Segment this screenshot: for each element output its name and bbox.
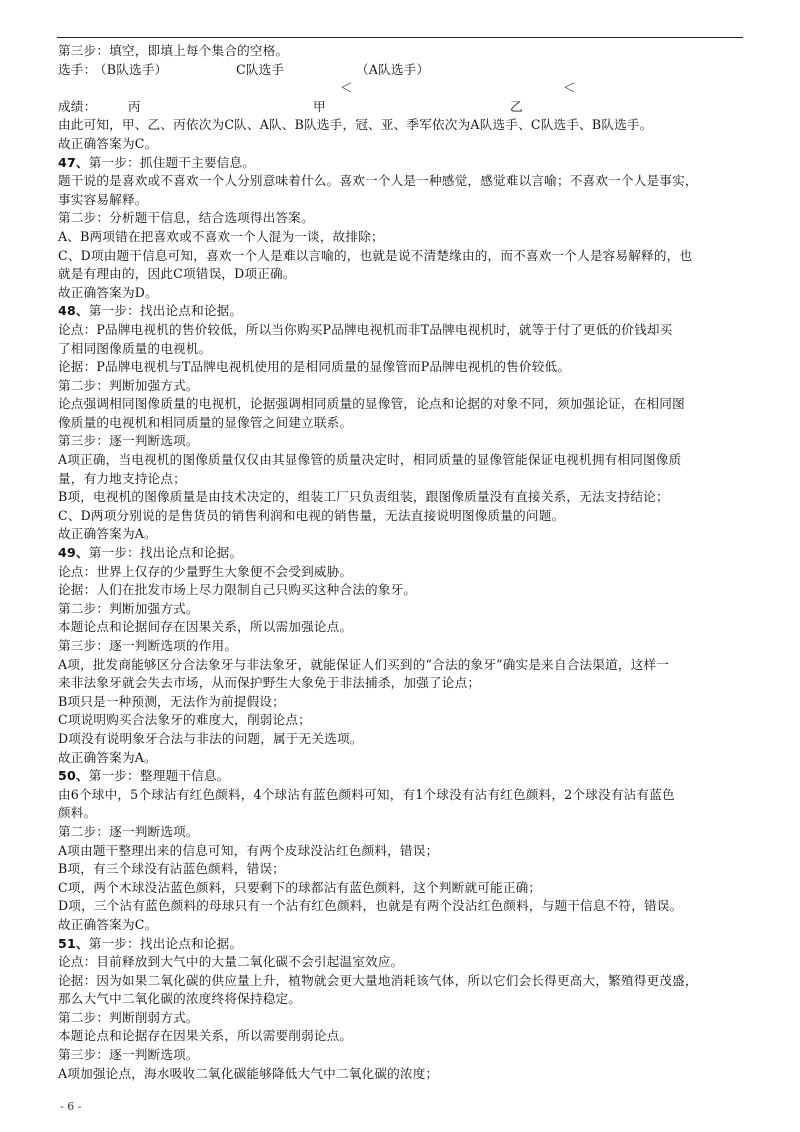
text-line: 第二步：判断削弱方式。 xyxy=(58,1009,199,1025)
question-48-heading: 48、第一步：找出论点和论据。 xyxy=(58,303,243,319)
text-line: 第二步：判断加强方式。 xyxy=(58,377,199,393)
text-line: B项，电视机的图像质量是由技术决定的，组装工厂只负责组装，跟图像质量没有直接关系，无法支持结论； xyxy=(58,489,669,505)
text-line: 第三步：逐一判断选项。 xyxy=(58,433,199,449)
comparison-row xyxy=(58,79,744,98)
text-line: 论据：因为如果二氧化碳的供应量上升，植物就会更大量地消耗该气体，所以它们会长得更高大，繁殖得更茂盛， xyxy=(58,972,698,988)
text-line: 论点：目前释放到大气中的大量二氧化碳不会引起温室效应。 xyxy=(58,954,404,970)
page-number: - 6 - xyxy=(60,1100,82,1113)
answer-line: 故正确答案为D。 xyxy=(58,284,158,300)
text-line: 那么大气中二氧化碳的浓度终将保持稳定。 xyxy=(58,991,302,1007)
text-line: 题干说的是喜欢或不喜欢一个人分别意味着什么。喜欢一个人是一种感觉，感觉难以言喻；不喜欢一个人是事实， xyxy=(58,173,698,189)
text-line: A项正确，当电视机的图像质量仅仅由其显像管的质量决定时，相同质量的显像管能保证电视机拥有相同图像质 xyxy=(58,452,682,468)
text-line: C项，两个木球没沾蓝色颜料，只要剩下的球都沾有蓝色颜料，这个判断就可能正确； xyxy=(58,879,542,895)
text-line: B项，有三个球没有沾蓝色颜料，错误； xyxy=(58,861,285,877)
less-than-2: ＜ xyxy=(563,80,576,96)
question-50-heading: 50、第一步：整理题干信息。 xyxy=(58,768,230,784)
question-number: 51、 xyxy=(58,935,89,951)
question-number: 48、 xyxy=(58,303,89,319)
question-number: 50、 xyxy=(58,768,89,784)
players-b: （B队选手） xyxy=(94,61,168,77)
text-line: 由6个球中，5个球沾有红色颜料，4个球沾有蓝色颜料可知，有1个球没有沾有红色颜料，2个球没有沾有蓝色 xyxy=(58,786,675,802)
answer-line: 故正确答案为C。 xyxy=(58,135,158,151)
text-line: 事实容易解释。 xyxy=(58,191,148,207)
text-line: 就是有理由的，因此C项错误，D项正确。 xyxy=(58,266,296,282)
text-line: 颜料。 xyxy=(58,805,97,821)
text-line: D项没有说明象牙合法与非法的问题，属于无关选项。 xyxy=(58,730,363,746)
question-number: 49、 xyxy=(58,545,89,561)
text-line: 论据：P品牌电视机与T品牌电视机使用的是相同质量的显像管而P品牌电视机的售价较低。 xyxy=(58,359,571,375)
score-label: 成绩： xyxy=(58,98,97,114)
players-a: （A队选手） xyxy=(356,61,430,77)
players-c: C队选手 xyxy=(236,61,285,77)
question-number: 47、 xyxy=(58,154,89,170)
question-49-heading: 49、第一步：找出论点和论据。 xyxy=(58,545,243,561)
answer-line: 故正确答案为A。 xyxy=(58,749,157,765)
text-line: 由此可知，甲、乙、丙依次为C队、A队、B队选手，冠、亚、季军依次为A队选手、C队选手、B队选手。 xyxy=(58,117,653,133)
score-row xyxy=(58,98,744,117)
text-line: 论据：人们在批发市场上尽力限制自己只购买这种合法的象牙。 xyxy=(58,582,417,598)
text-line: 本题论点和论据间存在因果关系，所以需加强论点。 xyxy=(58,619,353,635)
question-47-heading: 47、第一步：抓住题干主要信息。 xyxy=(58,154,256,170)
answer-line: 故正确答案为C。 xyxy=(58,916,158,932)
text-line: D项，三个沾有蓝色颜料的母球只有一个沾有红色颜料，也就是有两个没沾红色颜料，与题干信息不符，错误。 xyxy=(58,898,683,914)
text-line: A、B两项错在把喜欢或不喜欢一个人混为一谈，故排除； xyxy=(58,228,384,244)
text-line: 第二步：分析题干信息，结合选项得出答案。 xyxy=(58,210,314,226)
text-line: 第二步：逐一判断选项。 xyxy=(58,823,199,839)
text-line: 论点：P品牌电视机的售价较低，所以当你购买P品牌电视机而非T品牌电视机时，就等于付了更低的价钱却买 xyxy=(58,321,673,337)
score-jia: 甲 xyxy=(313,98,326,114)
header-rule xyxy=(57,37,743,38)
question-51-heading: 51、第一步：找出论点和论据。 xyxy=(58,935,243,951)
text-line: 第三步：填空，即填上每个集合的空格。 xyxy=(58,43,289,58)
text-line: 第二步：判断加强方式。 xyxy=(58,600,199,616)
text-line: 论点：世界上仅存的少量野生大象便不会受到威胁。 xyxy=(58,563,353,579)
answer-line: 故正确答案为A。 xyxy=(58,526,157,542)
text-line: 第三步：逐一判断选项的作用。 xyxy=(58,638,238,653)
players-label: 选手： xyxy=(58,61,97,77)
score-bing: 丙 xyxy=(128,98,141,114)
text-line: 论点强调相同图像质量的电视机，论据强调相同质量的显像管，论点和论据的对象不同，须加强论证，在相同图 xyxy=(58,396,685,412)
text-line: 来非法象牙就会失去市场，从而保护野生大象免于非法捕杀，加强了论点； xyxy=(58,675,481,691)
text-line: 像质量的电视机和相同质量的显像管之间建立联系。 xyxy=(58,414,353,430)
text-line: C、D两项分别说的是售货员的销售利润和电视的销售量，无法直接说明图像质量的问题。 xyxy=(58,507,565,523)
text-line: 了相同图像质量的电视机。 xyxy=(58,340,212,356)
text-line: C、D项由题干信息可知，喜欢一个人是难以言喻的，也就是说不清楚缘由的，而不喜欢一个人是容易解释的，也 xyxy=(58,247,693,263)
text-line: A项，批发商能够区分合法象牙与非法象牙，就能保证人们买到的“合法的象牙”确实是来自合法渠道，这样一 xyxy=(58,656,670,672)
text-line: 第三步：逐一判断选项。 xyxy=(58,1047,199,1063)
text-line: C项说明购买合法象牙的难度大，削弱论点； xyxy=(58,712,311,728)
text-line: 本题论点和论据存在因果关系，所以需要削弱论点。 xyxy=(58,1028,353,1044)
text-line: A项加强论点，海水吸收二氧化碳能够降低大气中二氧化碳的浓度； xyxy=(58,1065,439,1081)
players-row xyxy=(58,61,744,80)
text-line: 量，有力地支持论点； xyxy=(58,470,186,486)
text-line: B项只是一种预测，无法作为前提假设； xyxy=(58,693,285,709)
score-yi: 乙 xyxy=(510,98,523,114)
less-than-1: ＜ xyxy=(340,80,353,96)
text-line: A项由题干整理出来的信息可知，有两个皮球没沾红色颜料，错误； xyxy=(58,842,439,858)
page-body xyxy=(58,42,744,1083)
